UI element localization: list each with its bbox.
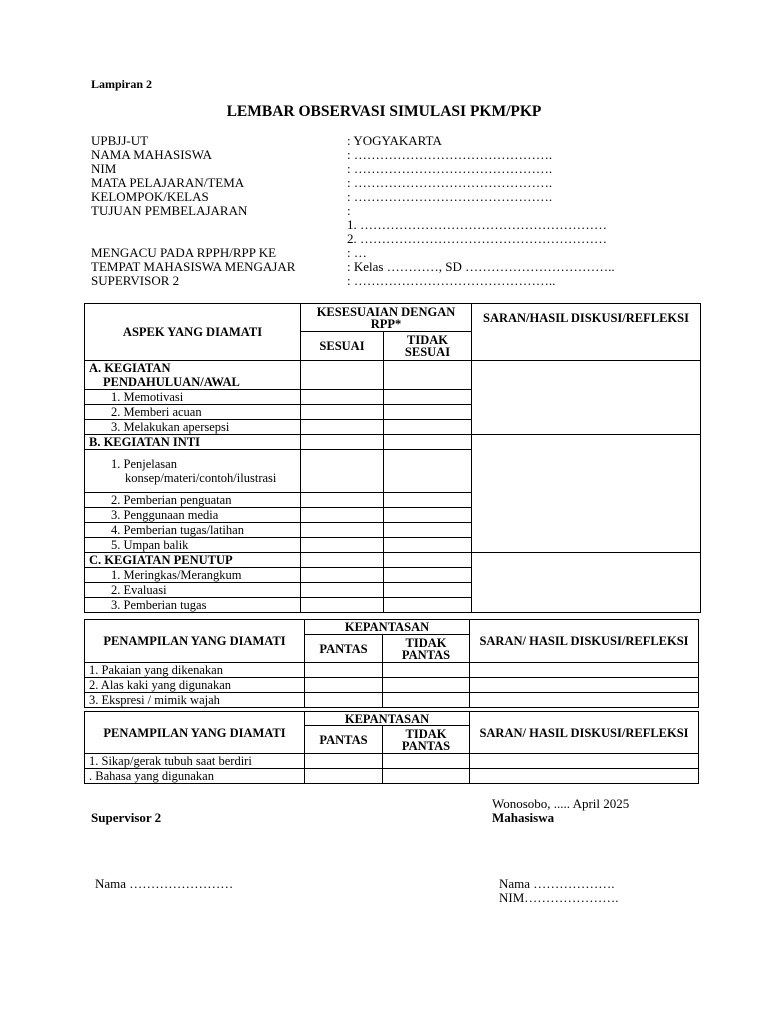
cell-pantas[interactable] — [305, 678, 383, 693]
item-ekspresi: 3. Ekspresi / mimik wajah — [85, 693, 305, 708]
info-value-kelompok: : ………………………………………. — [347, 189, 553, 204]
header-saran: SARAN/ HASIL DISKUSI/REFLEKSI — [470, 712, 699, 754]
info-label-upbjj: UPBJJ-UT — [91, 133, 149, 148]
cell-sesuai[interactable] — [301, 390, 384, 405]
cell-sesuai[interactable] — [301, 598, 384, 613]
section-b: B. KEGIATAN INTI — [85, 435, 301, 450]
mahasiswa-nim: NIM…………………. — [499, 890, 619, 905]
cell-saran[interactable] — [470, 693, 699, 708]
cell-sesuai[interactable] — [301, 361, 384, 390]
cell-saran[interactable] — [470, 769, 699, 784]
lampiran-label: Lampiran 2 — [91, 77, 153, 91]
header-sesuai: SESUAI — [301, 332, 384, 361]
cell-tidak-pantas[interactable] — [383, 663, 470, 678]
info-value-supervisor: : ……………………………………….. — [347, 273, 556, 288]
mahasiswa-name: Nama ………………. — [499, 876, 615, 891]
info-value-tempat: : Kelas …………, SD …………………………….. — [347, 259, 615, 274]
item-b4: 4. Pemberian tugas/latihan — [85, 523, 301, 538]
cell-sesuai[interactable] — [301, 493, 384, 508]
item-b1: 1. Penjelasan konsep/materi/contoh/ilustrasi — [85, 450, 301, 493]
section-a: A. KEGIATAN PENDAHULUAN/AWAL — [85, 361, 301, 390]
cell-pantas[interactable] — [305, 769, 383, 784]
info-value-upbjj: : YOGYAKARTA — [347, 133, 442, 148]
info-label-nama: NAMA MAHASISWA — [91, 147, 212, 162]
header-tidak-pantas: TIDAK PANTAS — [383, 726, 470, 754]
cell-tidak-pantas[interactable] — [383, 678, 470, 693]
item-b3: 3. Penggunaan media — [85, 508, 301, 523]
cell-sesuai[interactable] — [301, 405, 384, 420]
cell-tidak-sesuai[interactable] — [384, 390, 472, 405]
cell-saran[interactable] — [470, 678, 699, 693]
info-value-tujuan-1: 1. ………………………………………………… — [347, 217, 607, 232]
item-a1: 1. Memotivasi — [85, 390, 301, 405]
cell-tidak-sesuai[interactable] — [384, 568, 472, 583]
item-pakaian: 1. Pakaian yang dikenakan — [85, 663, 305, 678]
header-tidak-pantas: TIDAK PANTAS — [383, 635, 470, 663]
cell-tidak-sesuai[interactable] — [384, 493, 472, 508]
cell-tidak-sesuai[interactable] — [384, 598, 472, 613]
cell-tidak-sesuai[interactable] — [384, 508, 472, 523]
item-c3: 3. Pemberian tugas — [85, 598, 301, 613]
cell-tidak-sesuai[interactable] — [384, 523, 472, 538]
behavior-table — [84, 711, 699, 784]
supervisor-label: Supervisor 2 — [91, 810, 162, 825]
item-a3: 3. Melakukan apersepsi — [85, 420, 301, 435]
item-b5: 5. Umpan balik — [85, 538, 301, 553]
mahasiswa-label: Mahasiswa — [492, 810, 555, 825]
header-penampilan: PENAMPILAN YANG DIAMATI — [85, 712, 305, 754]
cell-tidak-sesuai[interactable] — [384, 450, 472, 493]
info-value-nim: : ………………………………………. — [347, 161, 553, 176]
page-title: LEMBAR OBSERVASI SIMULASI PKM/PKP — [226, 103, 542, 120]
item-bahasa: . Bahasa yang digunakan — [85, 769, 305, 784]
cell-saran[interactable] — [470, 663, 699, 678]
item-a2: 2. Memberi acuan — [85, 405, 301, 420]
cell-sesuai[interactable] — [301, 583, 384, 598]
place-date: Wonosobo, ..... April 2025 — [492, 796, 630, 811]
cell-saran-c[interactable] — [472, 553, 701, 613]
cell-tidak-sesuai[interactable] — [384, 538, 472, 553]
info-label-kelompok: KELOMPOK/KELAS — [91, 189, 209, 204]
cell-sesuai[interactable] — [301, 508, 384, 523]
cell-sesuai[interactable] — [301, 538, 384, 553]
supervisor-name: Nama …………………… — [95, 876, 234, 891]
item-c1: 1. Meringkas/Merangkum — [85, 568, 301, 583]
cell-tidak-sesuai[interactable] — [384, 361, 472, 390]
header-kepantasan: KEPANTASAN — [305, 712, 470, 726]
info-label-supervisor: SUPERVISOR 2 — [91, 273, 180, 288]
cell-sesuai[interactable] — [301, 568, 384, 583]
cell-pantas[interactable] — [305, 663, 383, 678]
appearance-table — [84, 619, 699, 708]
header-pantas: PANTAS — [305, 635, 383, 663]
info-label-mapel: MATA PELAJARAN/TEMA — [91, 175, 245, 190]
cell-saran-b[interactable] — [472, 435, 701, 553]
info-label-mengacu: MENGACU PADA RPPH/RPP KE — [91, 245, 277, 260]
cell-tidak-sesuai[interactable] — [384, 405, 472, 420]
item-alas-kaki: 2. Alas kaki yang digunakan — [85, 678, 305, 693]
header-kesesuaian: KESESUAIAN DENGAN RPP* — [301, 304, 472, 332]
cell-tidak-pantas[interactable] — [383, 754, 470, 769]
item-c2: 2. Evaluasi — [85, 583, 301, 598]
item-b2: 2. Pemberian penguatan — [85, 493, 301, 508]
header-saran: SARAN/HASIL DISKUSI/REFLEKSI — [472, 304, 701, 361]
cell-pantas[interactable] — [305, 693, 383, 708]
cell-tidak-sesuai[interactable] — [384, 420, 472, 435]
cell-sesuai[interactable] — [301, 523, 384, 538]
cell-tidak-sesuai[interactable] — [384, 435, 472, 450]
cell-sesuai[interactable] — [301, 450, 384, 493]
header-aspek: ASPEK YANG DIAMATI — [85, 304, 301, 361]
cell-tidak-pantas[interactable] — [383, 693, 470, 708]
info-value-tujuan-2: 2. ………………………………………………… — [347, 231, 607, 246]
cell-saran[interactable] — [470, 754, 699, 769]
header-penampilan: PENAMPILAN YANG DIAMATI — [85, 620, 305, 663]
item-sikap: 1. Sikap/gerak tubuh saat berdiri — [85, 754, 305, 769]
cell-sesuai[interactable] — [301, 435, 384, 450]
section-c: C. KEGIATAN PENUTUP — [85, 553, 301, 568]
info-value-mapel: : ………………………………………. — [347, 175, 553, 190]
info-value-nama: : ………………………………………. — [347, 147, 553, 162]
header-tidak-sesuai: TIDAK SESUAI — [384, 332, 472, 361]
cell-tidak-sesuai[interactable] — [384, 583, 472, 598]
info-label-tempat: TEMPAT MAHASISWA MENGAJAR — [91, 259, 296, 274]
cell-tidak-pantas[interactable] — [383, 769, 470, 784]
cell-sesuai[interactable] — [301, 553, 384, 568]
cell-saran-a[interactable] — [472, 361, 701, 435]
info-label-nim: NIM — [91, 161, 117, 176]
cell-sesuai[interactable] — [301, 420, 384, 435]
info-value-tujuan: : — [347, 203, 351, 218]
header-kepantasan: KEPANTASAN — [305, 620, 470, 635]
cell-tidak-sesuai[interactable] — [384, 553, 472, 568]
info-value-mengacu: : … — [347, 245, 367, 260]
header-pantas: PANTAS — [305, 726, 383, 754]
info-label-tujuan: TUJUAN PEMBELAJARAN — [91, 203, 248, 218]
header-saran: SARAN/ HASIL DISKUSI/REFLEKSI — [470, 620, 699, 663]
observation-table — [84, 303, 701, 613]
cell-pantas[interactable] — [305, 754, 383, 769]
